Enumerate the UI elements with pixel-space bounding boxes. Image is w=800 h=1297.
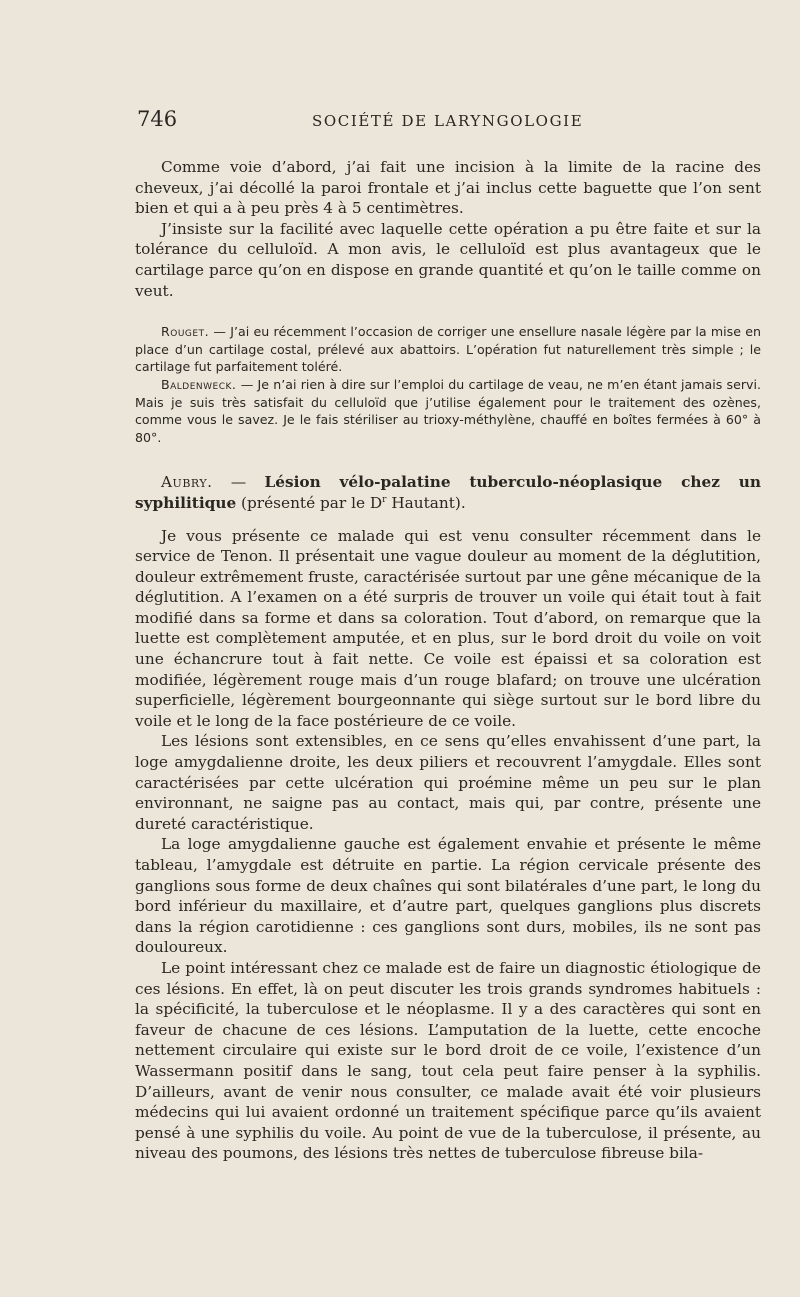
article-paragraph-1: Je vous présente ce malade qui est venu consulter récemment dans le service de Tenon. Il présentait une vague douleur au moment de la déglutition, douleur extrêmement fruste, caractérisée surtout par une gêne mécanique de la déglutition. A l’examen on a été surpris de trouver un voile qui était tout à fait modifié dans sa forme et dans sa coloration. Tout d’abord, on remarque que la luette est complètement amputée, et en plus, sur le bord droit du voile on voit une échancrure tout à fait nette. Ce voile est épaissi et sa coloration est modifiée, légèrement rouge mais d’un rouge blafard; on trouve une ulcération superficielle, légèrement bourgeonnante qui siège surtout sur le bord libre du voile et le long de la face postérieure de ce voile. bbox=[135, 526, 761, 730]
intro-paragraph-1: Comme voie d’abord, j’ai fait une incision à la limite de la racine des cheveux, j’ai décollé la paroi frontale et j’ai inclus cette baguette que l’on sent bien et qui a à peu près 4 à 5 centimètres. bbox=[135, 158, 761, 218]
article-title: Lésion vélo-palatine tuberculo-néoplasique chez un syphilitique bbox=[135, 473, 761, 512]
presented-by-sup: r bbox=[382, 494, 387, 505]
speaker-baldenweck: Baldenweck. bbox=[161, 376, 237, 392]
presented-by-suffix: Hautant). bbox=[386, 493, 466, 512]
page-body bbox=[135, 157, 761, 1164]
baldenweck-remark: — Je n’ai rien à dire sur l’emploi du cartilage de veau, ne m’en étant jamais servi. Mais je suis très satisfait du celluloïd que j’utilise également pour le traitement des ozènes, comme vous le savez. Je le fais stériliser au trioxy-méthylène, chauffé en boîtes fermées à 60° à 80°. bbox=[135, 376, 761, 445]
heading-dash: — bbox=[212, 473, 265, 492]
running-title: SOCIÉTÉ DE LARYNGOLOGIE bbox=[312, 112, 584, 130]
presented-by-prefix: (présenté par le D bbox=[236, 493, 383, 512]
discussion-baldenweck bbox=[135, 376, 761, 446]
page-header bbox=[0, 107, 800, 143]
article-paragraph-2: Les lésions sont extensibles, en ce sens qu’elles envahissent d’une part, la loge amygdalienne droite, les deux piliers et recouvrent l’amygdale. Elles sont caractérisées par cette ulcération qui proémine même un peu sur le plan environnant, ne saigne pas au contact, mais qui, par contre, présente une dureté caractéristique. bbox=[135, 732, 761, 833]
article-paragraph-4: Le point intéressant chez ce malade est de faire un diagnostic étiologique de ces lésions. En effet, là on peut discuter les trois grands syndromes habituels : la spécificité, la tuberculose et le néoplasme. Il y a des caractères qui sont en faveur de chacune de ces lésions. L’amputation de la luette, cette encoche nettement circulaire qui existe sur le bord droit de ce voile, l’existence d’un Wassermann positif dans le sang, tout cela peut faire penser à la syphilis. D’ailleurs, avant de venir nous consulter, ce malade avait été voir plusieurs médecins qui lui avaient ordonné un traitement spécifique parce qu’ils avaient pensé à une syphilis du voile. Au point de vue de la tuberculose, il présente, au niveau des poumons, des lésions très nettes de tuberculose fibreuse bila- bbox=[135, 958, 761, 1163]
article-heading bbox=[135, 472, 761, 513]
discussion-rouget bbox=[135, 323, 761, 376]
intro-paragraph-2: J’insiste sur la facilité avec laquelle cette opération a pu être faite et sur la tolérance du celluloïd. A mon avis, le celluloïd est plus avantageux que le cartilage parce qu’on en dispose en grande quantité et qu’on le taille comme on veut. bbox=[135, 219, 761, 300]
page-number: 746 bbox=[137, 107, 178, 131]
article-author: Aubry. bbox=[161, 473, 213, 492]
article-paragraph-3: La loge amygdalienne gauche est également envahie et présente le même tableau, l’amygdale est détruite en partie. La région cervicale présente des ganglions sous forme de deux chaînes qui sont bilatérales d’une part, le long du bord inférieur du maxillaire, et d’autre part, quelques ganglions plus discrets dans la région carotidienne : ces ganglions sont durs, mobiles, ils ne sont pas douloureux. bbox=[135, 835, 761, 957]
speaker-rouget: Rouget. bbox=[161, 324, 210, 340]
rouget-remark: — J’ai eu récemment l’occasion de corriger une ensellure nasale légère par la mise en place d’un cartilage costal, prélevé aux abattoirs. L’opération fut naturellement très simple ; le cartilage fut parfaitement toléré. bbox=[135, 324, 761, 375]
